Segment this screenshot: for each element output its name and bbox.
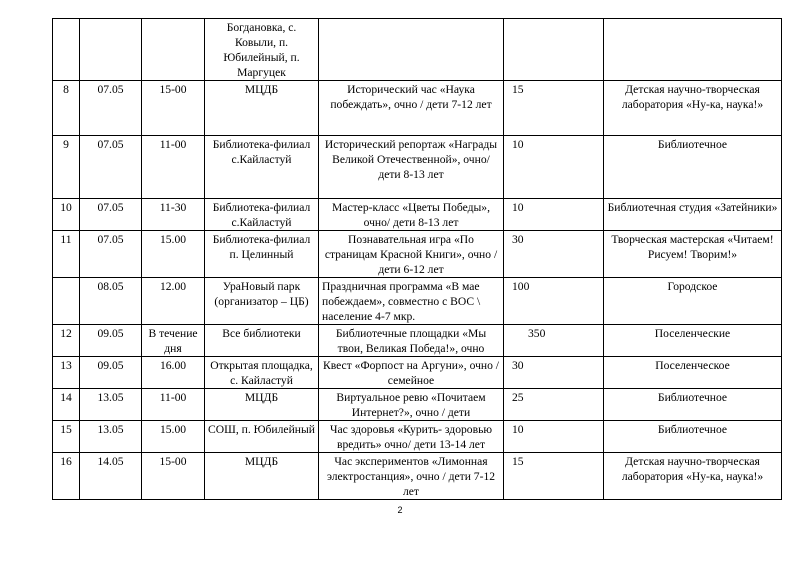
- row-time: 11-00: [142, 136, 205, 199]
- schedule-body: [53, 19, 782, 500]
- row-number: 8: [53, 81, 80, 136]
- row-date: 09.05: [80, 325, 142, 357]
- row-count: 15: [504, 81, 604, 136]
- row-date: 09.05: [80, 357, 142, 389]
- row-number: 10: [53, 199, 80, 231]
- row-event: Исторический час «Наука побеждать», очно / дети 7-12 лет: [319, 81, 504, 136]
- row-note: Библиотечное: [604, 136, 782, 199]
- row-note: Городское: [604, 278, 782, 325]
- table-row: [53, 199, 782, 231]
- row-number: [53, 19, 80, 81]
- row-count: 30: [504, 231, 604, 278]
- row-time: 16.00: [142, 357, 205, 389]
- schedule-table: [52, 18, 782, 500]
- row-place: МЦДБ: [205, 81, 319, 136]
- row-time: 11-00: [142, 389, 205, 421]
- row-count: 15: [504, 453, 604, 500]
- row-number: 11: [53, 231, 80, 278]
- row-date: 07.05: [80, 199, 142, 231]
- row-count: [504, 19, 604, 81]
- row-number: 15: [53, 421, 80, 453]
- row-event: Виртуальное ревю «Почитаем Интернет?», очно / дети: [319, 389, 504, 421]
- row-date: [80, 19, 142, 81]
- row-number: 14: [53, 389, 80, 421]
- row-date: 13.05: [80, 389, 142, 421]
- row-event: Исторический репортаж «Награды Великой Отечественной», очно/ дети 8-13 лет: [319, 136, 504, 199]
- row-count: 10: [504, 136, 604, 199]
- row-note: Творческая мастерская «Читаем! Рисуем! Творим!»: [604, 231, 782, 278]
- row-note: [604, 19, 782, 81]
- row-place: Богдановка, с. Ковыли, п. Юбилейный, п. Маргуцек: [205, 19, 319, 81]
- row-place: МЦДБ: [205, 453, 319, 500]
- row-note: Поселенческое: [604, 357, 782, 389]
- row-event: Час здоровья «Курить- здоровью вредить» очно/ дети 13-14 лет: [319, 421, 504, 453]
- table-row: [53, 389, 782, 421]
- row-date: 13.05: [80, 421, 142, 453]
- row-count: 100: [504, 278, 604, 325]
- row-event: Праздничная программа «В мае побеждаем», совместно с ВОС \ население 4-7 мкр.: [319, 278, 504, 325]
- row-date: 07.05: [80, 136, 142, 199]
- row-place: Библиотека-филиал п. Целинный: [205, 231, 319, 278]
- row-note: Библиотечное: [604, 421, 782, 453]
- row-event: Час экспериментов «Лимонная электростанция», очно / дети 7-12 лет: [319, 453, 504, 500]
- row-count: 25: [504, 389, 604, 421]
- row-count: 10: [504, 199, 604, 231]
- row-time: [142, 19, 205, 81]
- table-row: [53, 325, 782, 357]
- row-event: [319, 19, 504, 81]
- row-date: 07.05: [80, 81, 142, 136]
- row-date: 14.05: [80, 453, 142, 500]
- row-note: Библиотечная студия «Затейники»: [604, 199, 782, 231]
- row-note: Библиотечное: [604, 389, 782, 421]
- row-number: 16: [53, 453, 80, 500]
- row-place: СОШ, п. Юбилейный: [205, 421, 319, 453]
- row-time: 12.00: [142, 278, 205, 325]
- row-note: Детская научно-творческая лаборатория «Ну-ка, наука!»: [604, 81, 782, 136]
- table-row: [53, 81, 782, 136]
- row-place: Библиотека-филиал с.Кайластуй: [205, 199, 319, 231]
- table-row: [53, 136, 782, 199]
- row-place: МЦДБ: [205, 389, 319, 421]
- row-number: 12: [53, 325, 80, 357]
- row-count: 10: [504, 421, 604, 453]
- row-note: Поселенческие: [604, 325, 782, 357]
- row-count: 30: [504, 357, 604, 389]
- table-row: [53, 19, 782, 81]
- row-time: В течение дня: [142, 325, 205, 357]
- row-event: Библиотечные площадки «Мы твои, Великая Победа!», очно: [319, 325, 504, 357]
- row-count: 350: [504, 325, 604, 357]
- row-number: 9: [53, 136, 80, 199]
- row-time: 15-00: [142, 453, 205, 500]
- table-row: [53, 421, 782, 453]
- row-event: Познавательная игра «По страницам Красной Книги», очно / дети 6-12 лет: [319, 231, 504, 278]
- row-place: Библиотека-филиал с.Кайластуй: [205, 136, 319, 199]
- row-time: 15-00: [142, 81, 205, 136]
- row-event: Мастер-класс «Цветы Победы», очно/ дети 8-13 лет: [319, 199, 504, 231]
- page-number: 2: [397, 505, 403, 515]
- table-row: [53, 357, 782, 389]
- row-event: Квест «Форпост на Аргуни», очно / семейное: [319, 357, 504, 389]
- row-date: 07.05: [80, 231, 142, 278]
- row-place: Открытая площадка, с. Кайластуй: [205, 357, 319, 389]
- row-time: 11-30: [142, 199, 205, 231]
- row-time: 15.00: [142, 231, 205, 278]
- row-place: Все библиотеки: [205, 325, 319, 357]
- row-note: Детская научно-творческая лаборатория «Ну-ка, наука!»: [604, 453, 782, 500]
- row-number: 13: [53, 357, 80, 389]
- table-row: [53, 453, 782, 500]
- row-date: 08.05: [80, 278, 142, 325]
- row-place: УраНовый парк (организатор – ЦБ): [205, 278, 319, 325]
- row-time: 15.00: [142, 421, 205, 453]
- table-row: [53, 231, 782, 278]
- row-number: [53, 278, 80, 325]
- table-row: [53, 278, 782, 325]
